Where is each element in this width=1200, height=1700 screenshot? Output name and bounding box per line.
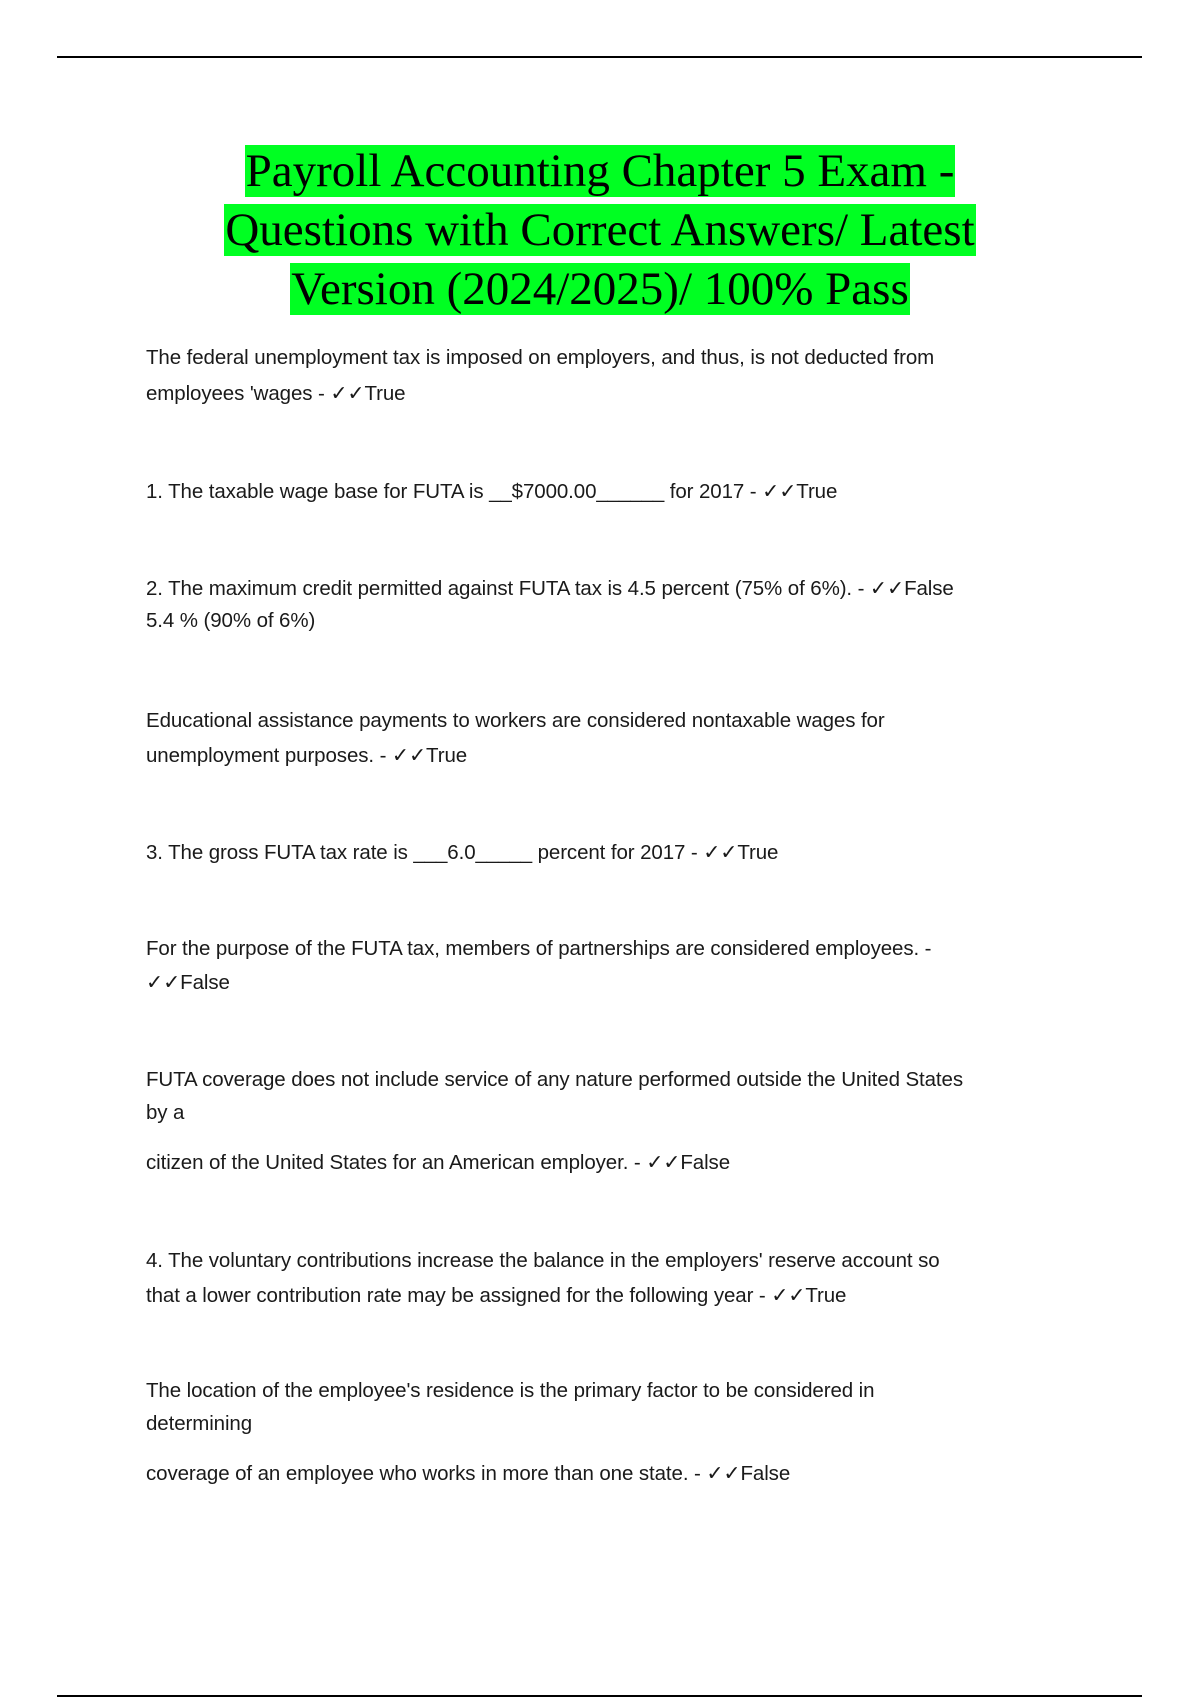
- qa-line: citizen of the United States for an American employer. - ✓✓False: [146, 1151, 730, 1174]
- qa-item-futa-wage-base: [146, 474, 1046, 510]
- title-line-3-text: Version (2024/2025)/ 100% Pass: [291, 263, 909, 315]
- qa-line: by a: [146, 1101, 185, 1124]
- qa-line: determining: [146, 1412, 253, 1435]
- qa-line: 4. The voluntary contributions increase the balance in the employers' reserve account so: [146, 1249, 940, 1272]
- qa-line: unemployment purposes. - ✓✓True: [146, 744, 468, 767]
- title-line-1-text: Payroll Accounting Chapter 5 Exam -: [245, 145, 955, 197]
- qa-item-gross-futa-rate: [146, 835, 1046, 871]
- title-line-2-text: Questions with Correct Answers/ Latest: [225, 204, 975, 256]
- qa-line: 1. The taxable wage base for FUTA is __$7000.00______ for 2017 - ✓✓True: [146, 480, 838, 503]
- qa-line: that a lower contribution rate may be assigned for the following year - ✓✓True: [146, 1284, 847, 1307]
- title-line-3: [120, 260, 1080, 319]
- qa-line: The location of the employee's residence is the primary factor to be considered in: [146, 1379, 875, 1402]
- bottom-rule: [57, 1695, 1142, 1697]
- qa-line: 2. The maximum credit permitted against FUTA tax is 4.5 percent (75% of 6%). - ✓✓False: [146, 577, 954, 600]
- qa-item-futa-max-credit: [146, 573, 1046, 637]
- qa-line: For the purpose of the FUTA tax, members of partnerships are considered employees. -: [146, 937, 932, 960]
- title-line-1: [120, 142, 1080, 201]
- top-rule: [57, 56, 1142, 58]
- qa-item-partnership-members: [146, 932, 1046, 1000]
- qa-item-futa-coverage-abroad: [146, 1063, 1046, 1179]
- qa-line: The federal unemployment tax is imposed on employers, and thus, is not deducted from: [146, 346, 935, 369]
- document-title: [120, 142, 1080, 319]
- qa-line: Educational assistance payments to workers are considered nontaxable wages for: [146, 709, 885, 732]
- qa-item-voluntary-contributions: [146, 1243, 1046, 1313]
- title-line-2: [120, 201, 1080, 260]
- qa-line: coverage of an employee who works in more than one state. - ✓✓False: [146, 1462, 791, 1485]
- qa-item-educational-assistance: [146, 703, 1046, 773]
- qa-line: employees 'wages - ✓✓True: [146, 382, 406, 405]
- qa-item-federal-unemployment-tax: [146, 340, 1046, 412]
- qa-line: 5.4 % (90% of 6%): [146, 609, 316, 632]
- qa-item-employee-residence: [146, 1374, 1046, 1490]
- qa-line: 3. The gross FUTA tax rate is ___6.0_____ percent for 2017 - ✓✓True: [146, 841, 779, 864]
- qa-line: ✓✓False: [146, 971, 230, 994]
- qa-line: FUTA coverage does not include service of any nature performed outside the United States: [146, 1068, 963, 1091]
